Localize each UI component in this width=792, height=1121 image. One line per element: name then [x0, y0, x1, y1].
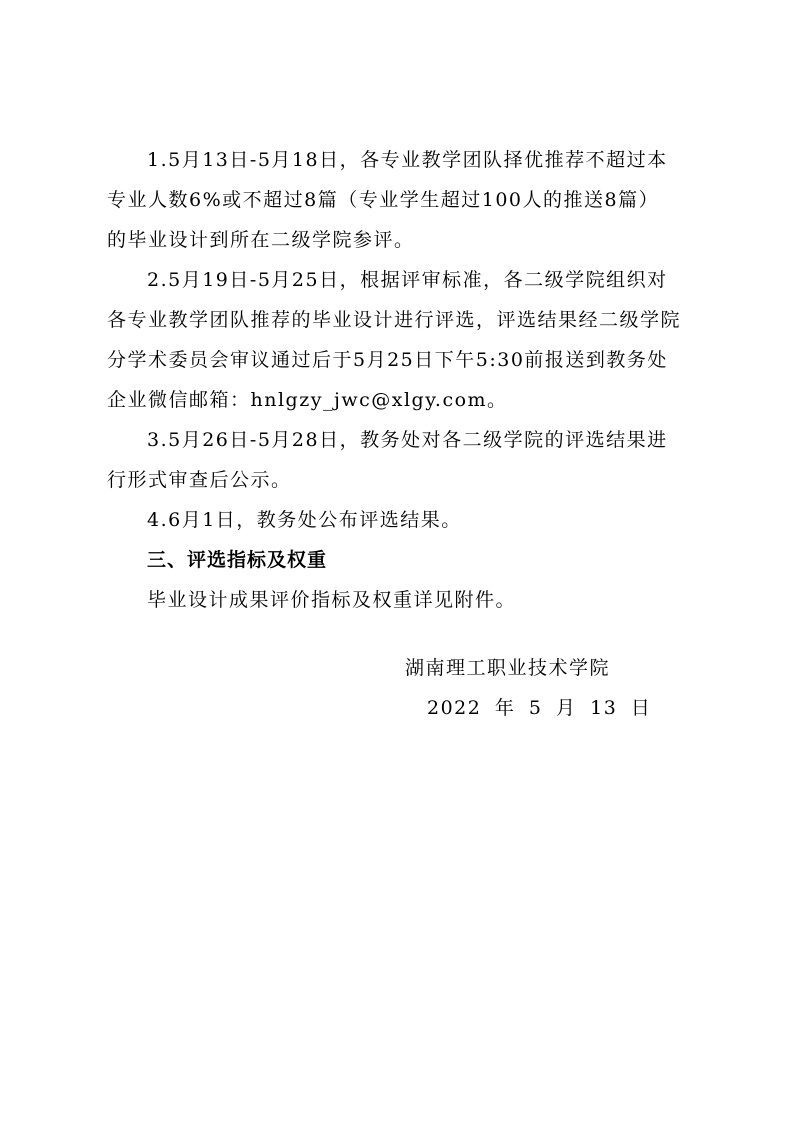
paragraph-1-line-3: 的毕业设计到所在二级学院参评。 — [107, 229, 415, 251]
paragraph-1-line-2: 专业人数6%或不超过8篇（专业学生超过100人的推送8篇） — [107, 189, 660, 211]
paragraph-1-line-1: 1.5月13日-5月18日，各专业教学团队择优推荐不超过本 — [147, 149, 668, 171]
paragraph-2-line-1: 2.5月19日-5月25日，根据评审标准，各二级学院组织对 — [147, 269, 668, 291]
section-body: 毕业设计成果评价指标及权重详见附件。 — [147, 589, 517, 611]
paragraph-3-line-2: 行形式审查后公示。 — [107, 469, 292, 491]
paragraph-2-line-2: 各专业教学团队推荐的毕业设计进行评选，评选结果经二级学院 — [107, 309, 682, 331]
paragraph-2-line-4: 企业微信邮箱：hnlgzy_jwc@xlgy.com。 — [107, 389, 508, 411]
signature-date: 2022 年 5 月 13 日 — [427, 697, 652, 719]
section-heading: 三、评选指标及权重 — [147, 549, 328, 571]
paragraph-4-line-1: 4.6月1日，教务处公布评选结果。 — [147, 509, 462, 531]
paragraph-3-line-1: 3.5月26日-5月28日，教务处对各二级学院的评选结果进 — [147, 429, 668, 451]
signature-institution: 湖南理工职业技术学院 — [405, 657, 611, 679]
paragraph-2-line-3: 分学术委员会审议通过后于5月25日下午5:30前报送到教务处 — [107, 349, 668, 371]
